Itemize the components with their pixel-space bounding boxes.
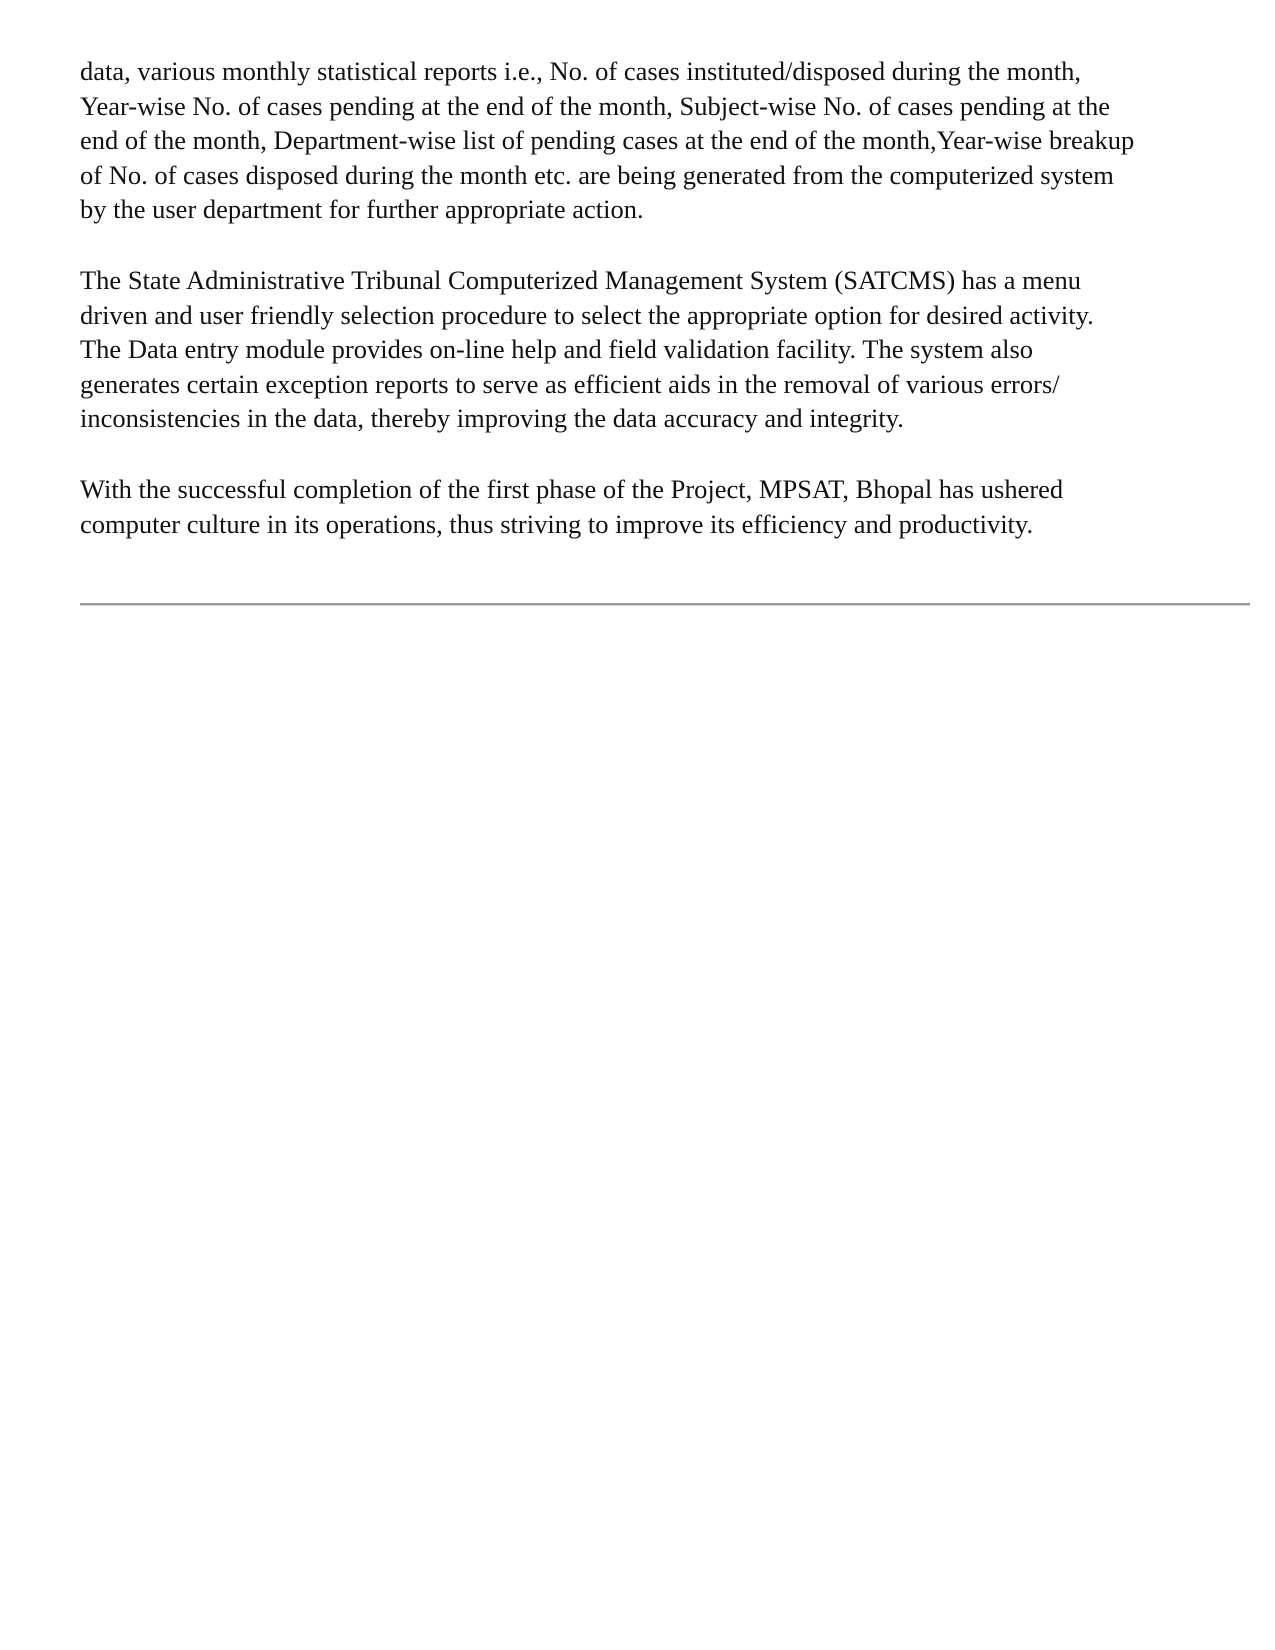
- text-line: The Data entry module provides on-line help and field validation facility. The system also: [80, 334, 1034, 365]
- paragraph-completion: [80, 472, 1250, 541]
- paragraph-reports: [80, 54, 1250, 227]
- text-line: The State Administrative Tribunal Computerized Management System (SATCMS) has a menu: [80, 264, 1081, 295]
- paragraph-satcms: [80, 263, 1250, 436]
- text-line: end of the month, Department-wise list of pending cases at the end of the month,Year-wise breakup: [80, 125, 1135, 156]
- text-line: of No. of cases disposed during the month etc. are being generated from the computerized system: [80, 159, 1114, 190]
- text-line: Year-wise No. of cases pending at the end of the month, Subject-wise No. of cases pending at the: [80, 90, 1111, 121]
- document-body: [80, 54, 1250, 577]
- text-line: With the successful completion of the first phase of the Project, MPSAT, Bhopal has ushered: [80, 473, 1064, 504]
- text-line: by the user department for further appropriate action.: [80, 194, 644, 225]
- text-line: computer culture in its operations, thus striving to improve its efficiency and productivity.: [80, 508, 1034, 539]
- horizontal-divider: [80, 603, 1250, 606]
- text-line: driven and user friendly selection procedure to select the appropriate option for desired activity.: [80, 299, 1094, 330]
- text-line: data, various monthly statistical reports i.e., No. of cases instituted/disposed during the month,: [80, 56, 1081, 86]
- text-line: generates certain exception reports to serve as efficient aids in the removal of various errors/: [80, 368, 1060, 399]
- text-line: inconsistencies in the data, thereby improving the data accuracy and integrity.: [80, 403, 904, 434]
